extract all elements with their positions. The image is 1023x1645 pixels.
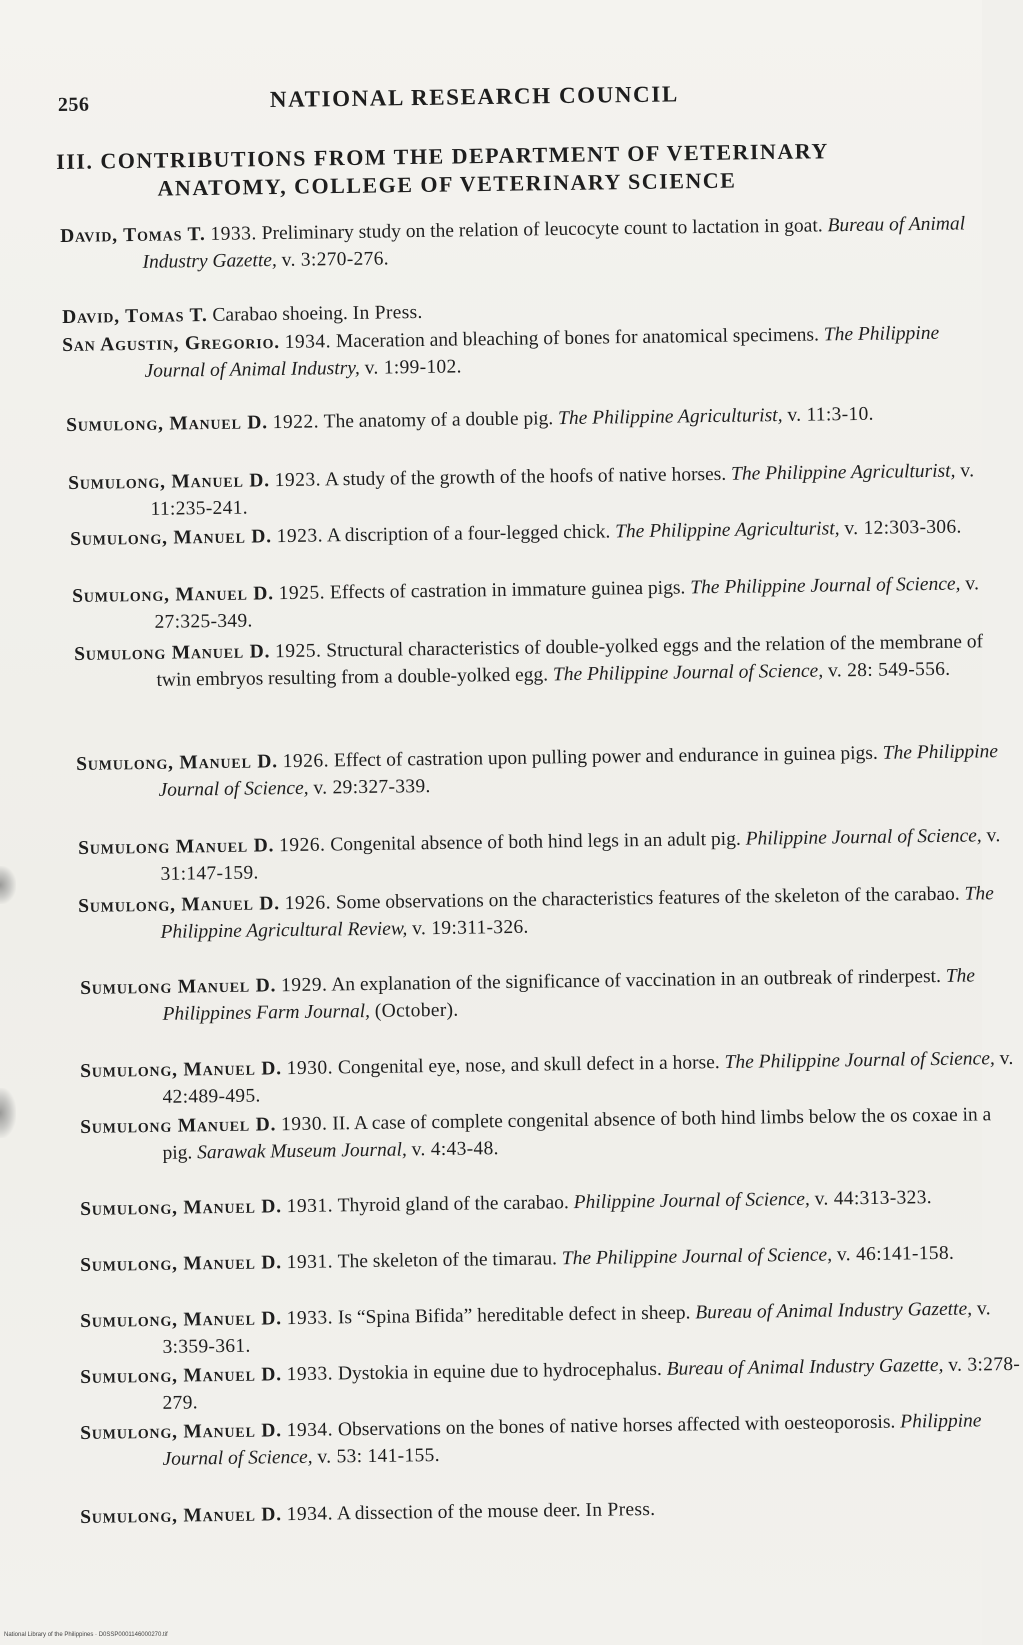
entry-journal: The Philippine Agriculturist, <box>614 518 840 543</box>
bibliography-entry <box>80 1408 1023 1474</box>
bibliography-entry <box>80 1240 1022 1280</box>
entry-year: 1930. <box>286 1057 334 1080</box>
entry-title: Preliminary study on the relation of leucocyte count to lactation in goat. <box>261 215 823 245</box>
entry-year: 1923. <box>274 469 322 492</box>
entry-title: Is “Spina Bifida” hereditable defect in sheep. <box>337 1302 691 1329</box>
scan-edge-mark <box>0 1088 16 1138</box>
entry-title: The anatomy of a double pig. <box>323 408 554 433</box>
entry-author: Sumulong, Manuel D. <box>76 751 279 775</box>
entry-author: Sumulong, Manuel D. <box>72 583 275 607</box>
entry-journal: Bureau of Animal Industry Gazette, <box>666 1354 944 1380</box>
entry-author: Sumulong, Manuel D. <box>80 1504 283 1528</box>
entry-title: Observations on the bones of native horses affected with oesteoporosis. <box>337 1411 896 1441</box>
entry-author: David, Tomas T. <box>62 304 208 328</box>
entry-citation: v. 4:43-48. <box>411 1137 499 1160</box>
entry-author: Sumulong Manuel D. <box>80 1114 277 1138</box>
scan-footer: National Library of the Philippines · D0SSP0001146000270.tif <box>4 1632 168 1638</box>
entry-citation: v. 46:141-158. <box>836 1242 955 1266</box>
entry-year: 1925. <box>278 582 326 605</box>
bibliography-entry <box>80 963 1023 1029</box>
entry-journal: The Philippines Farm Journal, <box>162 965 976 1025</box>
entry-journal: The Philippine Journal of Science, <box>552 660 824 685</box>
page-header <box>58 76 938 128</box>
entry-citation: v. 53: 141-155. <box>317 1444 440 1468</box>
entry-journal: Sarawak Museum Journal, <box>197 1138 407 1163</box>
bibliography-entry <box>76 739 1019 805</box>
entry-citation: In Press. <box>585 1498 656 1521</box>
entry-author: Sumulong, Manuel D. <box>80 1252 283 1276</box>
entry-citation: In Press. <box>352 301 423 324</box>
scan-edge-mark <box>0 866 16 904</box>
entry-journal: The Philippine Journal of Science, <box>158 741 999 801</box>
entry-citation: v. 28: 549-556. <box>827 658 951 681</box>
entry-title: The skeleton of the timarau. <box>337 1248 558 1273</box>
entry-author: San Agustin, Gregorio. <box>62 331 281 356</box>
entry-citation: v. 3:270-276. <box>281 247 390 271</box>
entry-year: 1934. <box>286 1419 334 1442</box>
entry-citation: v. 31:147-159. <box>160 825 1001 885</box>
entry-author: Sumulong, Manuel D. <box>80 1308 283 1332</box>
entry-year: 1931. <box>286 1195 334 1218</box>
entry-journal: Philippine Journal of Science, <box>573 1188 810 1214</box>
entry-title: Some observations on the characteristics features of the skeleton of the carabao. <box>335 883 960 914</box>
entry-year: 1931. <box>286 1251 334 1274</box>
entry-citation: v. 27:325-349. <box>154 573 980 633</box>
entry-citation: v. 12:303-306. <box>844 516 962 540</box>
entry-title: Congenital eye, nose, and skull defect in a horse. <box>337 1052 720 1079</box>
bibliography-entry <box>80 1102 1023 1168</box>
entry-title: Thyroid gland of the carabao. <box>337 1192 569 1217</box>
entry-year: 1934. <box>286 1503 334 1526</box>
entry-author: Sumulong, Manuel D. <box>80 1420 283 1444</box>
bibliography-entry <box>60 211 1003 277</box>
entry-year: 1923. <box>276 525 324 548</box>
entry-author: Sumulong, Manuel D. <box>70 526 273 550</box>
entry-author: Sumulong, Manuel D. <box>66 412 269 436</box>
entry-author: Sumulong, Manuel D. <box>80 1196 283 1220</box>
entry-year: 1922. <box>272 411 320 434</box>
entry-author: Sumulong Manuel D. <box>74 641 271 665</box>
entry-year: 1929. <box>280 974 328 997</box>
entry-citation: v. 19:311-326. <box>412 916 529 939</box>
entry-citation: v. 29:327-339. <box>313 775 431 799</box>
entry-author: Sumulong Manuel D. <box>80 975 277 999</box>
entry-year: 1926. <box>284 892 332 915</box>
bibliography-entry <box>62 320 1005 386</box>
entry-journal: The Philippine Journal of Animal Industry, <box>144 322 940 382</box>
section-title <box>56 136 937 204</box>
entry-title: Structural characteristics of double-yolked eggs and the relation of the membrane of twin embryos resulting from a double-yolked egg. <box>156 631 984 691</box>
entry-title: A dissection of the mouse deer. <box>336 1500 581 1525</box>
entry-citation: v. 1:99-102. <box>364 355 462 379</box>
entry-citation: v. 42:489-495. <box>162 1047 1014 1108</box>
entry-title: Dystokia in equine due to hydrocephalus. <box>337 1358 662 1385</box>
entry-author: Sumulong, Manuel D. <box>80 1058 283 1082</box>
entry-author: Sumulong, Manuel D. <box>68 470 271 494</box>
entry-citation: (October). <box>374 999 459 1022</box>
entry-title: A study of the growth of the hoofs of native horses. <box>324 463 727 491</box>
entry-year: 1933. <box>210 223 257 245</box>
bibliography-entry <box>78 881 1021 947</box>
entry-year: 1926. <box>282 750 330 773</box>
section-title-line-1: III. CONTRIBUTIONS FROM THE DEPARTMENT OF VETERINARY <box>56 138 829 174</box>
entry-journal: Philippine Journal of Science, <box>162 1410 982 1470</box>
entry-journal: The Philippine Agriculturist, <box>557 404 783 430</box>
entry-year: 1925. <box>274 640 322 663</box>
entry-title: A discription of a four-legged chick. <box>326 521 611 547</box>
entry-journal: The Philippine Journal of Science, <box>724 1048 995 1073</box>
bibliography-entry <box>72 571 1015 637</box>
bibliography-entry <box>78 823 1021 889</box>
entry-journal: The Philippine Agricultural Review, <box>160 883 994 943</box>
entry-title: Maceration and bleaching of bones for anatomical specimens. <box>335 324 820 353</box>
bibliography-entry <box>80 1352 1023 1418</box>
running-head: NATIONAL RESEARCH COUNCIL <box>269 81 679 113</box>
entry-year: 1926. <box>278 834 326 857</box>
entry-year: 1934. <box>284 331 332 353</box>
entry-journal: The Philippine Agriculturist, <box>730 460 956 485</box>
entry-citation: v. 3:278-279. <box>162 1353 1021 1414</box>
bibliography-entry <box>80 1492 1022 1532</box>
bibliography-entry <box>80 1296 1023 1362</box>
bibliography-entry <box>74 629 1017 695</box>
entry-title: Effect of castration upon pulling power and endurance in guinea pigs. <box>333 742 878 772</box>
entry-title: Congenital absence of both hind legs in an adult pig. <box>330 828 741 856</box>
entry-citation: v. 44:313-323. <box>814 1187 933 1210</box>
bibliography-entry <box>80 1184 1022 1224</box>
entry-journal: Bureau of Animal Industry Gazette, <box>695 1298 973 1324</box>
entry-author: Sumulong, Manuel D. <box>78 893 281 917</box>
entry-journal: The Philippine Journal of Science, <box>690 573 961 599</box>
entry-title: Carabao shoeing. <box>212 303 348 326</box>
entry-title: Effects of castration in immature guinea pigs. <box>329 577 686 604</box>
entry-year: 1930. <box>280 1113 328 1136</box>
entry-citation: v. 11:235-241. <box>150 460 975 520</box>
entry-title: An explanation of the significance of vaccination in an outbreak of rinderpest. <box>331 965 942 996</box>
bibliography-entry <box>66 400 1008 440</box>
page-number: 256 <box>57 93 90 116</box>
entry-journal: The Philippine Journal of Science, <box>561 1244 833 1270</box>
entry-citation: v. 3:359-361. <box>162 1298 992 1358</box>
section-title-line-2: ANATOMY, COLLEGE OF VETERINARY SCIENCE <box>157 167 737 201</box>
entry-author: Sumulong Manuel D. <box>78 835 275 859</box>
entry-author: Sumulong, Manuel D. <box>80 1364 283 1388</box>
entry-citation: v. 11:3-10. <box>787 403 874 426</box>
bibliography-entry <box>80 1046 1023 1112</box>
entry-journal: Philippine Journal of Science, <box>745 825 982 850</box>
entry-author: David, Tomas T. <box>60 223 206 247</box>
entry-title: II. A case of complete congenital absence of both hind limbs below the os coxae in a pig. <box>162 1104 992 1164</box>
entry-year: 1933. <box>286 1307 334 1330</box>
entry-journal: Bureau of Animal Industry Gazette, <box>142 213 966 273</box>
bibliography-entry <box>68 458 1011 524</box>
entry-year: 1933. <box>286 1363 334 1386</box>
